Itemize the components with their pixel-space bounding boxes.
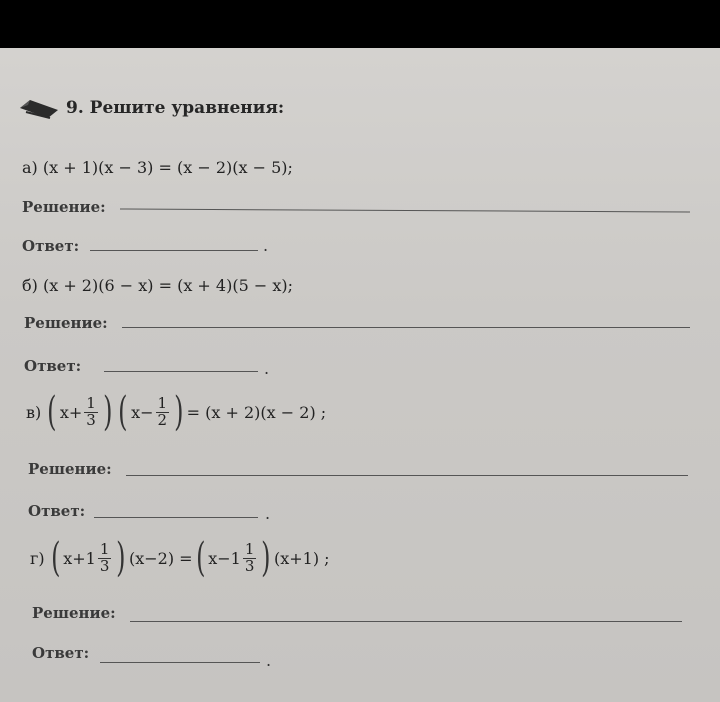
equation-d-rest: (x+1) ;	[273, 548, 330, 568]
task-title: 9. Решите уравнения:	[66, 98, 285, 118]
answer-label-a: Ответ:	[22, 237, 80, 255]
answer-dot-d: .	[266, 651, 272, 670]
equation-a: а) (x + 1)(x − 3) = (x − 2)(x − 5);	[22, 158, 293, 177]
answer-label-b: Ответ:	[24, 357, 82, 375]
answer-dot-c: .	[265, 504, 271, 523]
answer-line-b[interactable]	[104, 371, 258, 372]
solution-label-b: Решение:	[24, 314, 108, 332]
equation-c-prefix: в)	[26, 402, 42, 422]
answer-line-a[interactable]	[90, 250, 258, 251]
pencil-icon	[18, 96, 62, 120]
solution-line-c[interactable]	[126, 475, 688, 476]
solution-line-b[interactable]	[122, 327, 690, 328]
equation-d-prefix: г)	[30, 548, 45, 568]
equation-d-term2: x−1	[208, 548, 241, 568]
answer-line-c[interactable]	[94, 517, 258, 518]
answer-label-d: Ответ:	[32, 644, 90, 662]
equation-c-frac1: $\frac{1}{3}$	[86, 393, 96, 429]
equation-d-mid: (x−2) =	[129, 548, 193, 568]
answer-dot-a: .	[263, 236, 269, 255]
solution-label-c: Решение:	[28, 460, 112, 478]
equation-d: г) ( x+1 $\frac{1}{3}$ ) (x−2) = ( x−1 $\frac{1}{3}$ ) (x+1) ;	[30, 535, 330, 581]
equation-b: б) (x + 2)(6 − x) = (x + 4)(5 − x);	[22, 276, 293, 295]
solution-label-a: Решение:	[22, 198, 106, 216]
answer-line-d[interactable]	[100, 662, 260, 663]
answer-label-c: Ответ:	[28, 502, 86, 520]
solution-label-d: Решение:	[32, 604, 116, 622]
equation-c-frac2: $\frac{1}{2}$	[157, 393, 168, 429]
solution-line-d[interactable]	[130, 621, 682, 622]
answer-dot-b: .	[264, 359, 270, 378]
equation-c-term1: x+	[59, 402, 83, 422]
equation-c-rest: = (x + 2)(x − 2) ;	[186, 402, 327, 422]
equation-d-frac1: $\frac{1}{3}$	[99, 539, 110, 575]
task-header	[18, 96, 284, 120]
equation-c-term2: x−	[131, 402, 154, 422]
equation-d-frac2: $\frac{1}{3}$	[244, 539, 255, 575]
equation-d-term1: x+1	[63, 548, 96, 568]
equation-c: в) ( x+ $\frac{1}{3}$ ) ( x− $\frac{1}{2}$ ) = (x + 2)(x − 2) ;	[26, 389, 327, 435]
